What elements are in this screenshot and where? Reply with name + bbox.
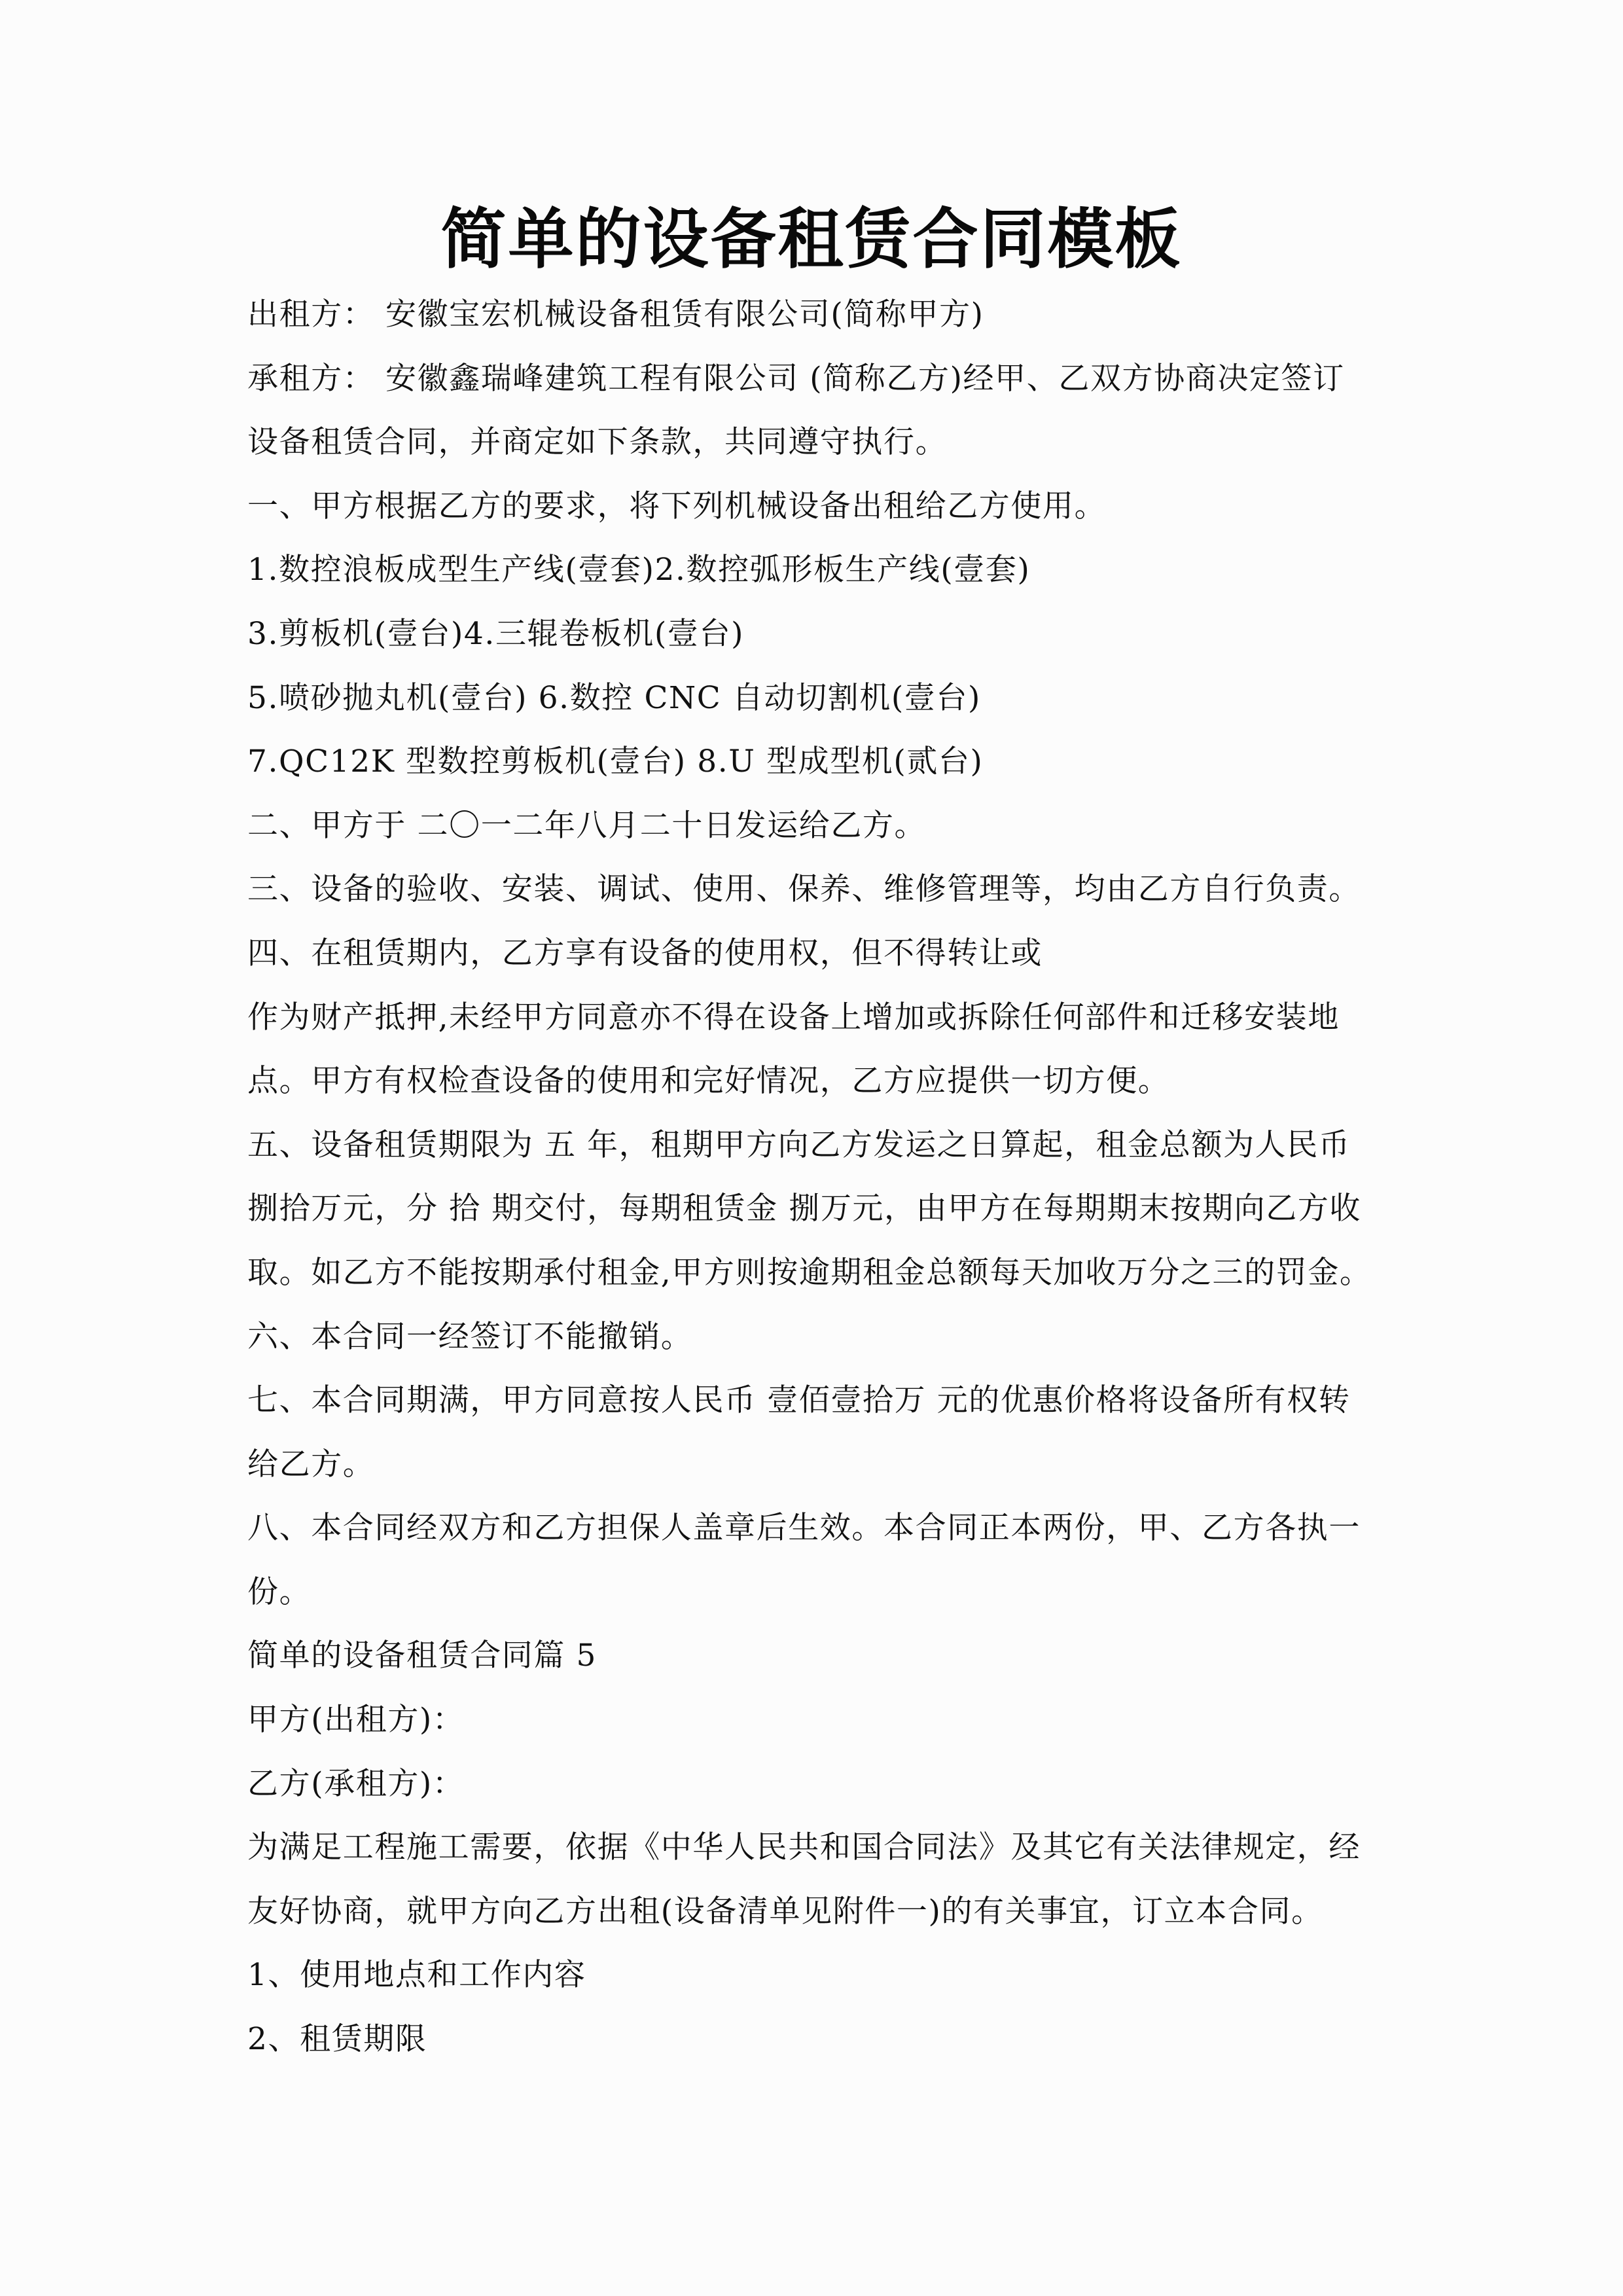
section-heading: 简单的设备租赁合同篇 5 xyxy=(247,1638,597,1674)
clause-2: 二、甲方于 二〇一二年八月二十日发运给乙方。 xyxy=(247,807,927,844)
body-line: 给乙方。 xyxy=(247,1446,375,1482)
body-line: 友好协商，就甲方向乙方出租(设备清单见附件一)的有关事宜，订立本合同。 xyxy=(247,1893,1323,1929)
equipment-list-line: 3.剪板机(壹台)4.三辊卷板机(壹台) xyxy=(247,615,745,652)
clause-1-heading: 一、甲方根据乙方的要求，将下列机械设备出租给乙方使用。 xyxy=(247,488,1107,524)
body-line: 作为财产抵押,未经甲方同意亦不得在设备上增加或拆除任何部件和迁移安装地 xyxy=(247,999,1340,1035)
equipment-list-line: 7.QC12K 型数控剪板机(壹台) 8.U 型成型机(贰台) xyxy=(247,744,984,780)
clause-6: 六、本合同一经签订不能撤销。 xyxy=(247,1318,693,1355)
lessor-line: 出租方： 安徽宝宏机械设备租赁有限公司(简称甲方) xyxy=(247,296,984,332)
clause-7: 七、本合同期满，甲方同意按人民币 壹佰壹拾万 元的优惠价格将设备所有权转 xyxy=(247,1382,1351,1419)
body-line: 为满足工程施工需要，依据《中华人民共和国合同法》及其它有关法律规定，经 xyxy=(247,1829,1361,1866)
equipment-list-line: 1.数控浪板成型生产线(壹套)2.数控弧形板生产线(壹套) xyxy=(247,552,1031,588)
clause-4: 四、在租赁期内，乙方享有设备的使用权，但不得转让或 xyxy=(247,935,1043,971)
numbered-item: 1、使用地点和工作内容 xyxy=(247,1957,586,1994)
body-line: 设备租赁合同，并商定如下条款，共同遵守执行。 xyxy=(247,424,948,461)
document-title: 简单的设备租赁合同模板 xyxy=(440,200,1183,278)
clause-8: 八、本合同经双方和乙方担保人盖章后生效。本合同正本两份，甲、乙方各执一 xyxy=(247,1510,1361,1547)
equipment-list-line: 5.喷砂抛丸机(壹台) 6.数控 CNC 自动切割机(壹台) xyxy=(247,679,981,716)
party-b-label: 乙方(承租方)： xyxy=(247,1765,465,1802)
clause-5: 五、设备租赁期限为 五 年，租期甲方向乙方发运之日算起，租金总额为人民币 xyxy=(247,1126,1351,1163)
body-line: 点。甲方有权检查设备的使用和完好情况，乙方应提供一切方便。 xyxy=(247,1063,1170,1100)
body-line: 取。如乙方不能按期承付租金,甲方则按逾期租金总额每天加收万分之三的罚金。 xyxy=(247,1254,1372,1291)
document-body xyxy=(247,283,1399,2072)
body-line: 份。 xyxy=(247,1573,312,1610)
lessee-line: 承租方： 安徽鑫瑞峰建筑工程有限公司 (简称乙方)经甲、乙双方协商决定签订 xyxy=(247,360,1345,397)
body-line: 捌拾万元，分 拾 期交付，每期租赁金 捌万元，由甲方在每期期末按期向乙方收 xyxy=(247,1191,1362,1227)
numbered-item: 2、租赁期限 xyxy=(247,2021,427,2058)
party-a-label: 甲方(出租方)： xyxy=(247,1702,465,1738)
clause-3: 三、设备的验收、安装、调试、使用、保养、维修管理等，均由乙方自行负责。 xyxy=(247,871,1361,908)
